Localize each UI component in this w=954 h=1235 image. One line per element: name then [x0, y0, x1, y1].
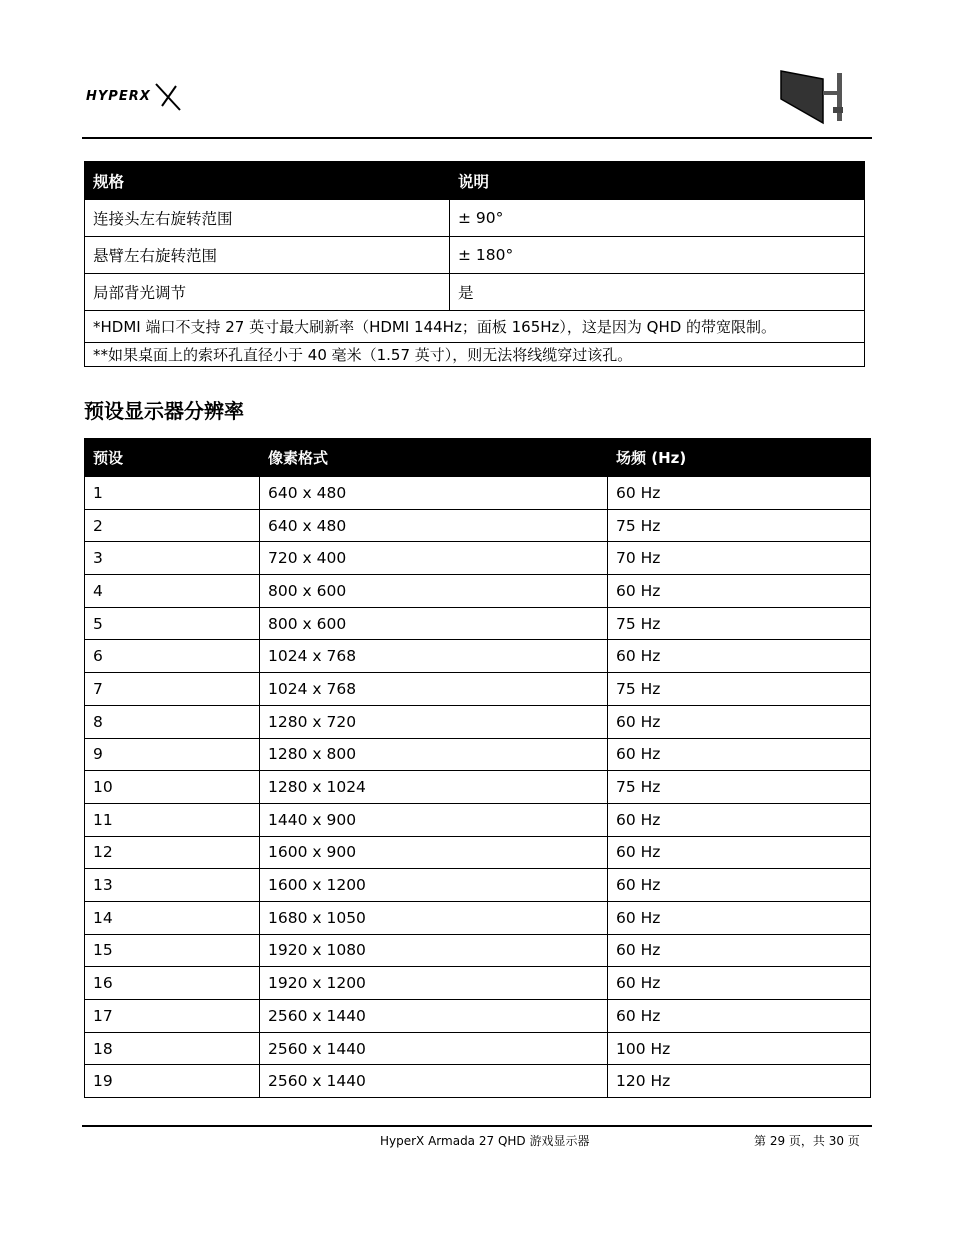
res-pixel-format: 1600 x 900 — [260, 836, 608, 869]
res-header-pixel-format: 像素格式 — [260, 439, 608, 477]
spec-header-desc: 说明 — [450, 162, 865, 200]
res-preset: 10 — [85, 771, 260, 804]
res-frequency: 60 Hz — [608, 869, 871, 902]
table-note: **如果桌面上的索环孔直径小于 40 毫米（1.57 英寸），则无法将线缆穿过该孔。 — [85, 343, 865, 367]
res-pixel-format: 1600 x 1200 — [260, 869, 608, 902]
res-preset: 5 — [85, 607, 260, 640]
res-pixel-format: 1920 x 1080 — [260, 934, 608, 967]
resolution-table-header — [85, 439, 871, 477]
table-row — [85, 705, 871, 738]
res-pixel-format: 640 x 480 — [260, 509, 608, 542]
res-frequency: 60 Hz — [608, 803, 871, 836]
res-frequency: 60 Hz — [608, 705, 871, 738]
table-row — [85, 901, 871, 934]
res-frequency: 60 Hz — [608, 967, 871, 1000]
res-frequency: 75 Hz — [608, 607, 871, 640]
res-preset: 14 — [85, 901, 260, 934]
spec-table — [84, 161, 865, 367]
res-preset: 11 — [85, 803, 260, 836]
table-row — [85, 1032, 871, 1065]
res-preset: 16 — [85, 967, 260, 1000]
res-pixel-format: 1024 x 768 — [260, 673, 608, 706]
res-preset: 4 — [85, 575, 260, 608]
res-frequency: 60 Hz — [608, 640, 871, 673]
header-rule — [82, 137, 872, 139]
table-row — [85, 542, 871, 575]
res-header-preset: 预设 — [85, 439, 260, 477]
res-pixel-format: 2560 x 1440 — [260, 1065, 608, 1098]
res-pixel-format: 1280 x 1024 — [260, 771, 608, 804]
table-row — [85, 771, 871, 804]
res-preset: 3 — [85, 542, 260, 575]
hyperx-logo — [84, 80, 184, 112]
res-frequency: 75 Hz — [608, 771, 871, 804]
hyperx-logo-text: HYPERX — [86, 89, 151, 104]
res-pixel-format: 1280 x 800 — [260, 738, 608, 771]
footer-rule — [82, 1125, 872, 1127]
footer-page-number: 第 29 页，共 30 页 — [754, 1134, 860, 1148]
res-preset: 9 — [85, 738, 260, 771]
res-frequency: 60 Hz — [608, 901, 871, 934]
table-row — [85, 738, 871, 771]
spec-value: ± 90° — [450, 200, 865, 237]
table-row — [85, 200, 865, 237]
res-pixel-format: 2560 x 1440 — [260, 1000, 608, 1033]
table-row — [85, 869, 871, 902]
res-pixel-format: 1024 x 768 — [260, 640, 608, 673]
res-pixel-format: 2560 x 1440 — [260, 1032, 608, 1065]
res-frequency: 70 Hz — [608, 542, 871, 575]
res-pixel-format: 800 x 600 — [260, 607, 608, 640]
table-row — [85, 673, 871, 706]
table-row — [85, 575, 871, 608]
monitor-arm-icon — [777, 69, 857, 125]
res-preset: 18 — [85, 1032, 260, 1065]
table-note-row — [85, 311, 865, 343]
table-note-row — [85, 343, 865, 367]
res-frequency: 75 Hz — [608, 673, 871, 706]
res-pixel-format: 1440 x 900 — [260, 803, 608, 836]
resolution-table-body — [85, 477, 871, 1098]
res-preset: 6 — [85, 640, 260, 673]
table-row — [85, 934, 871, 967]
res-preset: 15 — [85, 934, 260, 967]
res-frequency: 120 Hz — [608, 1065, 871, 1098]
table-row — [85, 640, 871, 673]
res-preset: 12 — [85, 836, 260, 869]
spec-header-spec: 规格 — [85, 162, 450, 200]
res-pixel-format: 1280 x 720 — [260, 705, 608, 738]
spec-name: 连接头左右旋转范围 — [85, 200, 450, 237]
table-row — [85, 836, 871, 869]
table-row — [85, 1000, 871, 1033]
table-row — [85, 237, 865, 274]
res-preset: 1 — [85, 477, 260, 510]
res-frequency: 60 Hz — [608, 738, 871, 771]
table-row — [85, 477, 871, 510]
table-row — [85, 967, 871, 1000]
res-preset: 7 — [85, 673, 260, 706]
spec-table-header — [85, 162, 865, 200]
res-header-frequency: 场频 (Hz) — [608, 439, 871, 477]
res-frequency: 60 Hz — [608, 1000, 871, 1033]
res-pixel-format: 720 x 400 — [260, 542, 608, 575]
table-row — [85, 1065, 871, 1098]
res-preset: 8 — [85, 705, 260, 738]
footer-doc-title: HyperX Armada 27 QHD 游戏显示器 — [380, 1134, 590, 1148]
res-preset: 2 — [85, 509, 260, 542]
res-pixel-format: 1920 x 1200 — [260, 967, 608, 1000]
res-preset: 13 — [85, 869, 260, 902]
table-row — [85, 607, 871, 640]
res-pixel-format: 800 x 600 — [260, 575, 608, 608]
res-preset: 19 — [85, 1065, 260, 1098]
table-note: *HDMI 端口不支持 27 英寸最大刷新率（HDMI 144Hz；面板 165Hz），这是因为 QHD 的带宽限制。 — [85, 311, 865, 343]
res-frequency: 60 Hz — [608, 477, 871, 510]
spec-value: 是 — [450, 274, 865, 311]
section-title: 预设显示器分辨率 — [84, 399, 244, 423]
resolution-table — [84, 438, 871, 1098]
spec-name: 局部背光调节 — [85, 274, 450, 311]
res-frequency: 100 Hz — [608, 1032, 871, 1065]
res-frequency: 60 Hz — [608, 934, 871, 967]
res-frequency: 75 Hz — [608, 509, 871, 542]
table-row — [85, 509, 871, 542]
res-frequency: 60 Hz — [608, 836, 871, 869]
table-row — [85, 803, 871, 836]
res-frequency: 60 Hz — [608, 575, 871, 608]
res-pixel-format: 640 x 480 — [260, 477, 608, 510]
spec-name: 悬臂左右旋转范围 — [85, 237, 450, 274]
table-row — [85, 274, 865, 311]
spec-value: ± 180° — [450, 237, 865, 274]
res-preset: 17 — [85, 1000, 260, 1033]
res-pixel-format: 1680 x 1050 — [260, 901, 608, 934]
